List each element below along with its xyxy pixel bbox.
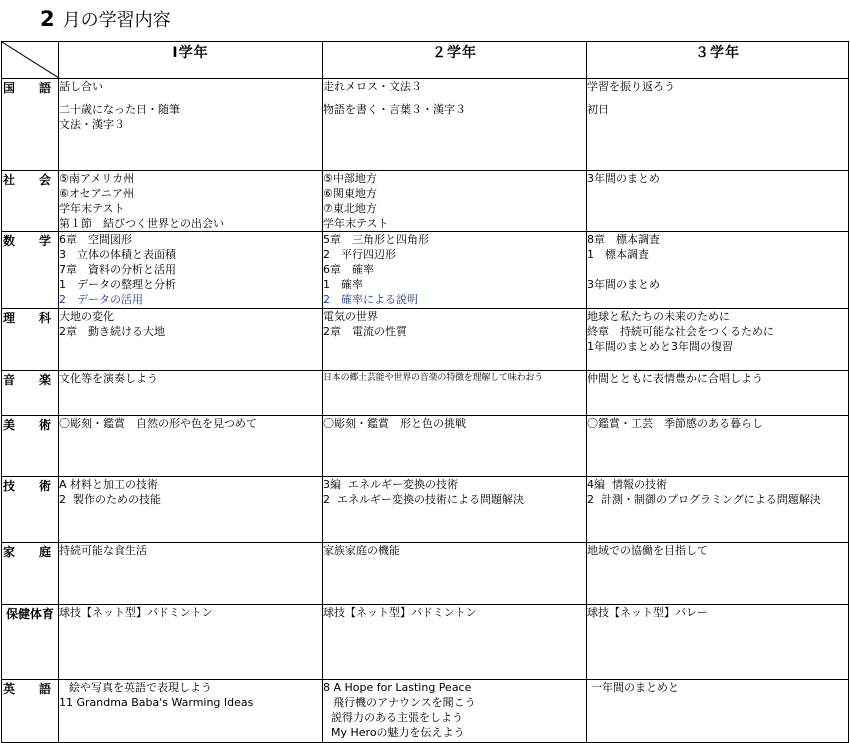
grade-2-content	[323, 171, 587, 232]
content-line: 1 データの整理と分析	[59, 278, 176, 291]
content-line: 家族家庭の機能	[323, 544, 400, 557]
content-line: 球技【ネット型】バドミントン	[323, 606, 477, 619]
content-line: 球技【ネット型】バレー	[587, 606, 708, 619]
grade-1-content	[59, 416, 323, 477]
title-text: 月の学習内容	[62, 10, 171, 31]
subject-label: 美 術	[2, 416, 59, 477]
content-line: 8章 標本調査	[587, 233, 660, 246]
content-line: 5章 三角形と四角形	[323, 233, 429, 246]
subject-label: 国 語	[2, 79, 59, 171]
subject-row-art	[2, 416, 849, 477]
content-line: 説得力のある主張をしよう	[331, 711, 463, 724]
content-line: 地球と私たちの未来のために	[587, 310, 730, 323]
subject-row-science	[2, 309, 849, 371]
content-line: 〇彫刻・鑑賞 形と色の挑戦	[323, 417, 466, 430]
grade-1-content	[59, 232, 323, 309]
content-line: ⑤南アメリカ州	[59, 172, 135, 185]
content-line: 仲間とともに表情豊かに合唱しよう	[587, 372, 763, 385]
content-line: 2 確率による説明	[323, 293, 418, 306]
content-line: 7章 資料の分析と活用	[59, 263, 176, 276]
content-line: 持続可能な食生活	[59, 544, 147, 557]
content-line: ⑦東北地方	[323, 202, 377, 215]
content-line: 文化等を演奏しよう	[59, 372, 158, 385]
subject-row-social-studies	[2, 171, 849, 232]
grade-1-content	[59, 79, 323, 171]
subject-label: 社 会	[2, 171, 59, 232]
content-line: 1 標本調査	[587, 248, 649, 261]
content-line: 二十歳になった日・随筆	[59, 103, 180, 116]
content-line: 物語を書く・言葉３・漢字３	[323, 103, 466, 116]
content-line: 飛行機のアナウンスを聞こう	[333, 696, 476, 709]
grade-3-content	[587, 416, 849, 477]
subject-row-english	[2, 680, 849, 743]
content-line: A 材料と加工の技術	[59, 478, 159, 491]
grade-2-content	[323, 309, 587, 371]
grade-3-content	[587, 171, 849, 232]
content-line: 2 エネルギー変換の技術による問題解決	[323, 493, 524, 506]
content-line: 2 製作のための技能	[59, 493, 161, 506]
grade-2-content	[323, 371, 587, 416]
grade-3-content	[587, 232, 849, 309]
grade-3-content	[587, 79, 849, 171]
subject-row-home-economics	[2, 543, 849, 605]
subject-row-japanese	[2, 79, 849, 171]
content-line: 3年間のまとめ	[587, 278, 660, 291]
content-line: 1年間のまとめと3年間の復習	[587, 340, 733, 353]
grade-3-content	[587, 605, 849, 680]
grade-3-content	[587, 309, 849, 371]
subject-row-technology	[2, 477, 849, 543]
content-line: ⑥関東地方	[323, 187, 377, 200]
content-line: 走れメロス・文法３	[323, 80, 422, 93]
grade-2-content	[323, 416, 587, 477]
grade-1-content	[59, 605, 323, 680]
content-line: 3年間のまとめ	[587, 172, 660, 185]
corner-cell	[2, 42, 59, 79]
content-line: 4編 情報の技術	[587, 478, 667, 491]
content-line: 6章 空間図形	[59, 233, 132, 246]
grade-1-content	[59, 680, 323, 743]
content-line: 話し合い	[59, 80, 103, 93]
header-row	[2, 42, 849, 79]
content-line: 絵や写真を英語で表現しよう	[69, 681, 212, 694]
grade-1-content	[59, 371, 323, 416]
content-line: 一年間のまとめと	[591, 681, 679, 694]
content-line: 8 A Hope for Lasting Peace	[323, 681, 472, 694]
content-line: 電気の世界	[323, 310, 378, 323]
page-title	[40, 6, 171, 36]
grade-2-content	[323, 543, 587, 605]
subject-label: 保健体育	[2, 605, 59, 680]
grade-3-content	[587, 477, 849, 543]
content-line: 2 計測・制御のプログラミングによる問題解決	[587, 493, 821, 506]
content-line: 学年末テスト	[323, 217, 389, 230]
diagonal-line	[2, 42, 59, 78]
content-line: 日本の郷土芸能や世界の音楽の特徴を理解して味わおう	[323, 373, 544, 383]
subject-label: 数 学	[2, 232, 59, 309]
subject-row-math	[2, 232, 849, 309]
subject-label: 英 語	[2, 680, 59, 743]
grade-3-content	[587, 543, 849, 605]
content-line: 第１節 結びつく世界との出会い	[59, 217, 224, 230]
content-line: 球技【ネット型】バドミントン	[59, 606, 213, 619]
grade-1-content	[59, 477, 323, 543]
content-line: 学年末テスト	[59, 202, 125, 215]
content-line: 2 平行四辺形	[323, 248, 396, 261]
content-line: My Heroの魅力を伝えよう	[331, 726, 465, 739]
grade-2-content	[323, 79, 587, 171]
content-line: ⑥オセアニア州	[59, 187, 134, 200]
content-line: 6章 確率	[323, 263, 374, 276]
title-month-number: 2	[40, 7, 55, 31]
subject-row-physical-education	[2, 605, 849, 680]
subject-label: 家 庭	[2, 543, 59, 605]
content-line: 地域での協働を目指して	[587, 544, 708, 557]
curriculum-table	[1, 41, 849, 743]
grade-1-content	[59, 543, 323, 605]
grade-2-content	[323, 232, 587, 309]
content-line: 終章 持続可能な社会をつくるために	[587, 325, 774, 338]
content-line: 学習を振り返ろう	[587, 80, 675, 93]
grade-2-header: ２学年	[323, 42, 587, 79]
subject-label: 音 楽	[2, 371, 59, 416]
content-line: 1 確率	[323, 278, 363, 291]
content-line: 〇鑑賞・工芸 季節感のある暮らし	[587, 417, 763, 430]
content-line: 文法・漢字３	[59, 118, 125, 131]
content-line: 大地の変化	[59, 310, 114, 323]
grade-1-content	[59, 309, 323, 371]
content-line: 3 立体の体積と表面積	[59, 248, 176, 261]
subject-label: 理 科	[2, 309, 59, 371]
grade-3-content	[587, 371, 849, 416]
content-line: 3編 エネルギー変換の技術	[323, 478, 458, 491]
grade-1-content	[59, 171, 323, 232]
grade-1-header: Ⅰ学年	[59, 42, 323, 79]
content-line: ⑤中部地方	[323, 172, 377, 185]
grade-3-header: ３学年	[587, 42, 849, 79]
content-line: 2章 電流の性質	[323, 325, 407, 338]
content-line: 初日	[587, 103, 609, 116]
grade-2-content	[323, 605, 587, 680]
content-line: 11 Grandma Baba's Warming Ideas	[59, 696, 254, 709]
subject-row-music	[2, 371, 849, 416]
content-line: 〇彫刻・鑑賞 自然の形や色を見つめて	[59, 417, 257, 430]
grade-2-content	[323, 680, 587, 743]
grade-3-content	[587, 680, 849, 743]
content-line: 2章 動き続ける大地	[59, 325, 165, 338]
subject-label: 技 術	[2, 477, 59, 543]
grade-2-content	[323, 477, 587, 543]
content-line: 2 データの活用	[59, 293, 143, 306]
